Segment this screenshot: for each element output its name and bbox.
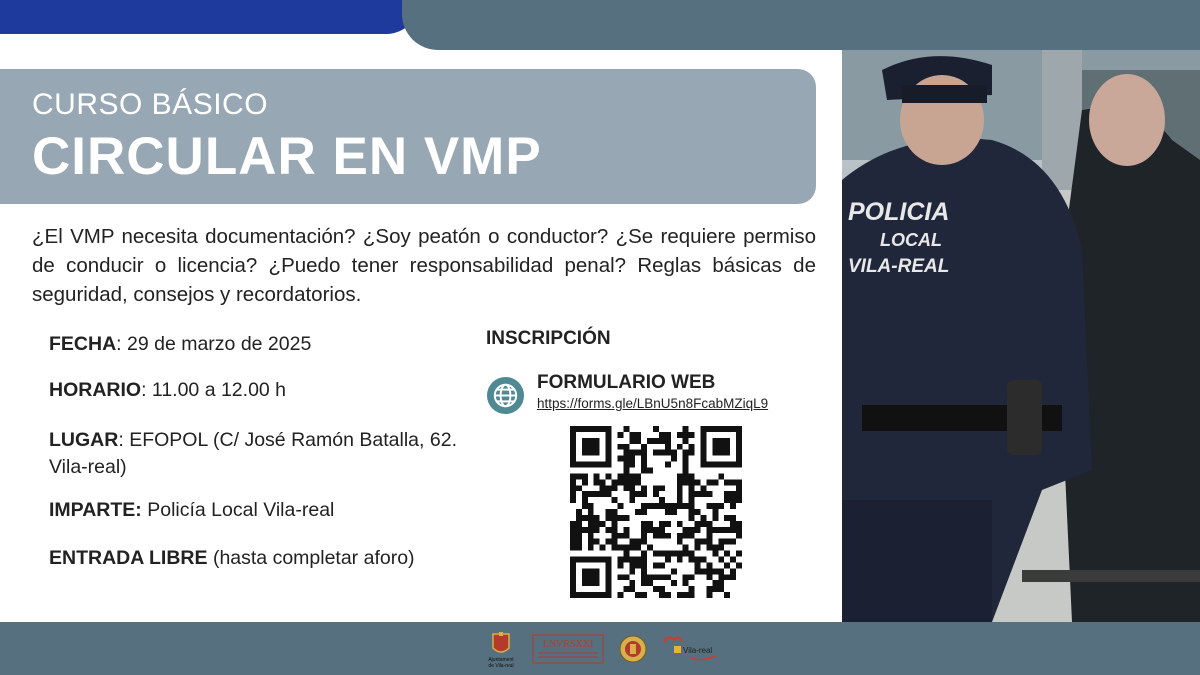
imparte-value: Policía Local Vila-real [141,499,335,521]
police-emblem-logo [618,634,648,664]
ajuntament-logo [481,630,521,670]
horario-label: HORARIO [49,379,142,401]
form-url-link[interactable]: https://forms.gle/LBnU5n8FcabMZiqL9 [537,396,769,411]
fecha-label: FECHA [49,333,117,355]
ajuntament-logo-text-1: Ajuntament [488,657,514,663]
course-title: CIRCULAR EN VMP [32,127,542,186]
jacket-text-1: POLICIA [848,198,950,226]
globe-icon [486,376,525,415]
intro-paragraph: ¿El VMP necesita documentación? ¿Soy peatón o conductor? ¿Se requiere permiso de conducir o licencia? ¿Puedo tener responsabilidad penal? Reglas básicas de seguridad, consejos y recordatorios. [32,225,816,306]
jacket-text-3: VILA-REAL [848,256,950,277]
fecha-line [49,331,311,358]
course-subtitle: CURSO BÁSICO [32,88,269,121]
form-title: FORMULARIO WEB [537,372,716,393]
qr-code[interactable] [570,426,742,598]
imparte-label: IMPARTE: [49,499,142,521]
fecha-value: : 29 de marzo de 2025 [116,333,312,355]
top-blue-banner [0,0,420,34]
vila-real-city-logo [660,632,722,666]
registration-heading: INSCRIPCIÓN [486,328,611,349]
vila-real-logo-text: Vila-real [683,646,713,655]
horario-value: : 11.00 a 12.00 h [141,379,287,401]
horario-line [49,377,286,404]
entrada-value: (hasta completar aforo) [207,547,415,569]
lnvrsxxi-logo-text: LNVRSXXI [542,639,594,650]
imparte-line [49,497,334,524]
top-slate-banner [402,0,1200,50]
police-photo [842,50,1200,622]
entrada-line [49,545,415,572]
ajuntament-logo-text-2: de Vila-real [488,663,514,669]
lnvrsxxi-logo [532,634,604,664]
lugar-line [49,427,457,481]
entrada-label: ENTRADA LIBRE [49,547,208,569]
lugar-label: LUGAR [49,429,119,451]
lugar-value: : EFOPOL (C/ José Ramón Batalla, 62. Vila-real) [49,429,457,478]
jacket-text-2: LOCAL [880,230,942,250]
